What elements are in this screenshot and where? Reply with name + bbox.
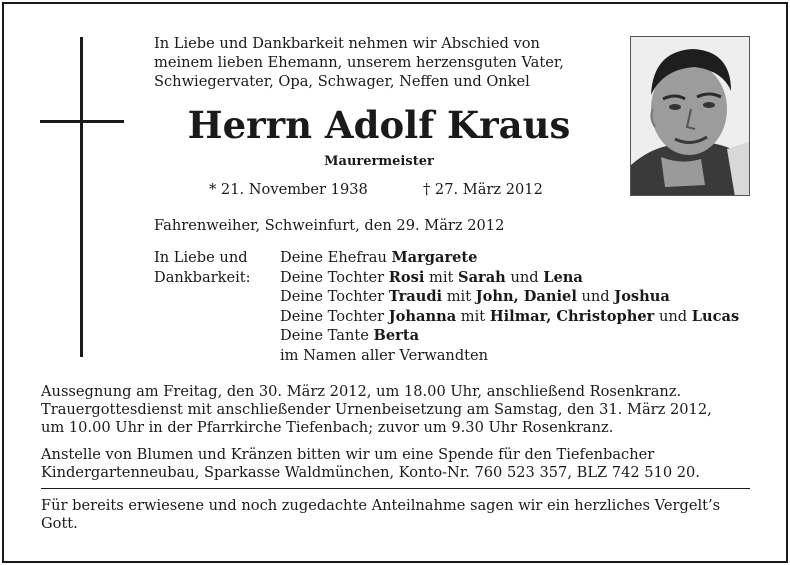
member-name: Daniel [518,288,577,306]
family-label [154,248,274,287]
member-name: Joshua [614,288,670,306]
intro-line: meinem lieben Ehemann, unserem herzensguten Vater, [154,54,564,71]
member-name: John, [475,288,519,306]
member-name: Christopher [551,307,655,325]
divider-line [41,488,750,489]
family-label-line: In Liebe und [154,249,248,266]
relation-text: Deine Tochter [280,288,389,306]
member-name: Lena [543,268,583,286]
family-member-line [280,248,750,268]
cross-vertical-bar [80,37,83,357]
cross-horizontal-bar [40,120,124,123]
intro-text [154,34,606,91]
intro-line: Schwiegervater, Opa, Schwager, Neffen und Onkel [154,73,530,90]
relation-text: Deine Tochter [280,307,389,325]
family-list [280,248,750,366]
intro-line: In Liebe und Dankbarkeit nehmen wir Abschied von [154,35,540,52]
thanks-line: Für bereits erwiesene und noch zugedachte Anteilnahme sagen wir ein herzliches Vergelt’s [41,497,721,514]
member-name: Rosi [388,268,425,286]
connector-text: und [505,268,544,286]
connector-text: mit [424,268,459,286]
relation-text: Deine Ehefrau [280,249,392,266]
deceased-name: Herrn Adolf Kraus [187,103,571,147]
donation-line: Kindergartenneubau, Sparkasse Waldmünchen, Konto-Nr. 760 523 357, BLZ 742 510 20. [41,464,700,481]
portrait-image [631,37,750,196]
death-date: † 27. März 2012 [423,181,543,198]
service-line: um 10.00 Uhr in der Pfarrkirche Tiefenbach; zuvor um 9.30 Uhr Rosenkranz. [41,419,614,436]
place-and-date: Fahrenweiher, Schweinfurt, den 29. März 2012 [154,217,505,234]
thanks-line: Gott. [41,515,78,532]
family-member-line [280,307,750,327]
connector-text: mit [456,307,490,325]
member-name: Berta [373,327,420,345]
birth-date: * 21. November 1938 [209,181,368,198]
member-name: Sarah [458,268,506,286]
connector-text: mit [442,288,476,306]
thanks-note [41,497,750,533]
connector-text: und [576,288,615,306]
member-name: Johanna [388,307,457,325]
member-name: Hilmar, [489,307,552,325]
donation-request [41,446,750,482]
member-name: Lucas [691,307,740,325]
member-name: Margarete [391,249,478,266]
relation-text: Deine Tochter [280,268,389,286]
connector-text: und [654,307,692,325]
portrait-photo [630,36,750,196]
relation-text: Deine Tante [280,327,374,345]
donation-line: Anstelle von Blumen und Kränzen bitten wir um eine Spende für den Tiefenbacher [41,446,655,463]
member-name: Traudi [388,288,443,306]
family-member-line [280,326,750,346]
deceased-profession: Maurermeister [324,154,434,169]
service-line: Trauergottesdienst mit anschließender Urnenbeisetzung am Samstag, den 31. März 2012, [41,401,712,418]
service-line: Aussegnung am Freitag, den 30. März 2012, um 18.00 Uhr, anschließend Rosenkranz. [41,383,682,400]
family-member-line: im Namen aller Verwandten [280,346,489,364]
family-label-line: Dankbarkeit: [154,268,251,286]
family-member-line [280,287,750,307]
family-member-line [280,268,750,288]
service-details [41,383,750,437]
